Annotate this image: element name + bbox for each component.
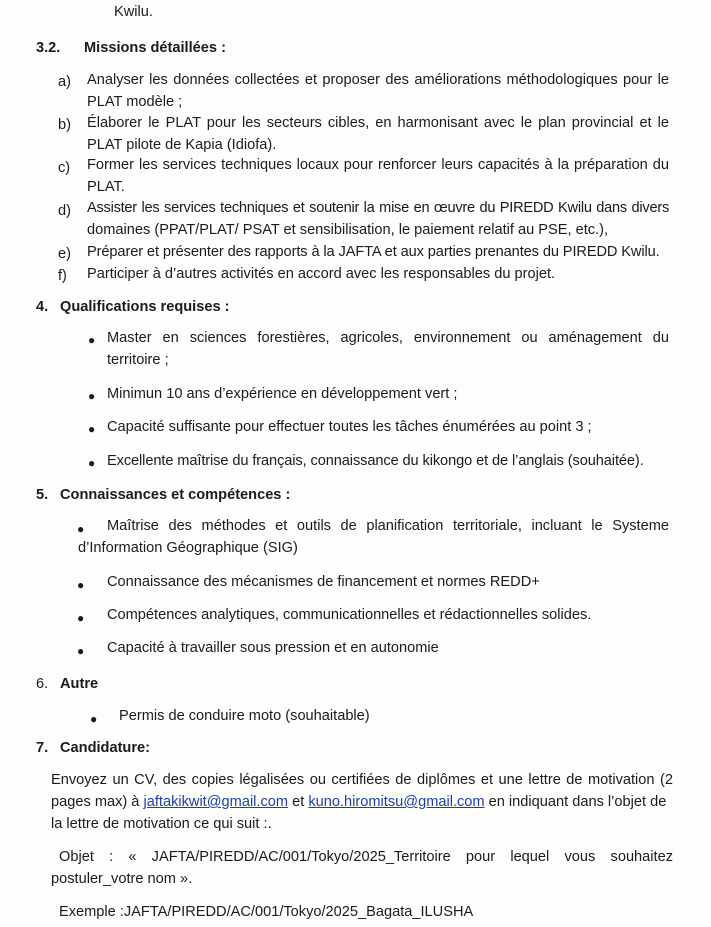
mission-d-line2: domaines (PPAT/PLAT/ PSAT et sensibilisation, le paiement relatif au PSE, etc.), [87, 222, 609, 238]
competence-1-line2: d’Information Géographique (SIG) [78, 540, 298, 556]
competence-1-line1: Maîtrise des méthodes et outils de planification territoriale, incluant le Systeme [107, 518, 669, 534]
competence-2: Connaissance des mécanismes de financement et normes REDD+ [107, 574, 540, 590]
para-line2-c: en indiquant dans l’objet de [488, 794, 667, 810]
candidature-para-line3: la lettre de motivation ce qui suit :. [51, 816, 272, 832]
qualification-2: Minimun 10 ans d’expérience en développement vert ; [107, 386, 458, 402]
qualification-1-line2: territoire ; [107, 352, 169, 368]
autre-item: Permis de conduire moto (souhaitable) [119, 708, 370, 724]
missions-title: Missions détaillées : [84, 40, 226, 56]
competences-number: 5. [36, 487, 49, 503]
bullet-icon: ● [77, 611, 85, 625]
objet-line2: postuler_votre nom ». [51, 871, 193, 887]
para-line2-a: pages max) à [51, 794, 140, 810]
mission-a-line2: PLAT modèle ; [87, 94, 183, 110]
candidature-title: Candidature: [60, 740, 150, 756]
mission-marker-c: c) [58, 160, 71, 176]
candidature-para-line1: Envoyez un CV, des copies légalisées ou certifiées de diplômes et une lettre de motivation (2 [51, 772, 673, 788]
mission-marker-d: d) [58, 203, 71, 219]
email-link-jafta[interactable]: jaftakikwit@gmail.com [143, 794, 289, 810]
para-line2-b: et [292, 794, 305, 810]
mission-marker-b: b) [58, 117, 71, 133]
mission-f-line1: Participer à d’autres activités en accord avec les responsables du projet. [87, 266, 556, 282]
mission-e-line1: Préparer et présenter des rapports à la JAFTA et aux parties prenantes du PIREDD Kwilu. [87, 244, 660, 260]
bullet-icon: ● [88, 456, 96, 470]
qualifications-title: Qualifications requises : [60, 299, 230, 315]
missions-number: 3.2. [36, 40, 61, 56]
qualification-3: Capacité suffisante pour effectuer toutes les tâches énumérées au point 3 ; [107, 419, 592, 435]
mission-marker-f: f) [58, 268, 67, 284]
objet-line1: Objet : « JAFTA/PIREDD/AC/001/Tokyo/2025_Territoire pour lequel vous souhaitez [59, 849, 673, 865]
qualification-1-line1: Master en sciences forestières, agricoles, environnement ou aménagement du [107, 330, 669, 346]
competence-3: Compétences analytiques, communicationnelles et rédactionnelles solides. [107, 607, 592, 623]
mission-c-line2: PLAT. [87, 179, 125, 195]
bullet-icon: ● [77, 644, 85, 658]
bullet-icon: ● [88, 422, 96, 436]
competence-4: Capacité à travailler sous pression et en autonomie [107, 640, 439, 656]
autre-number: 6. [36, 676, 49, 692]
candidature-para-line2 [51, 794, 666, 810]
mission-b-line1: Élaborer le PLAT pour les secteurs cibles, en harmonisant avec le plan provincial et le [87, 115, 669, 131]
mission-b-line2: PLAT pilote de Kapia (Idiofa). [87, 137, 277, 153]
mission-a-line1: Analyser les données collectées et proposer des améliorations méthodologiques pour le [87, 72, 669, 88]
mission-marker-a: a) [58, 74, 71, 90]
qualifications-number: 4. [36, 299, 49, 315]
bullet-icon: ● [88, 333, 96, 347]
bullet-icon: ● [77, 578, 85, 592]
email-link-kuno[interactable]: kuno.hiromitsu@gmail.com [308, 794, 485, 810]
bullet-icon: ● [90, 712, 98, 726]
mission-d-line1: Assister les services techniques et soutenir la mise en œuvre du PIREDD Kwilu dans divers [87, 200, 669, 216]
mission-c-line1: Former les services techniques locaux pour renforcer leurs capacités à la préparation du [87, 157, 669, 173]
candidature-number: 7. [36, 740, 49, 756]
top-fragment: Kwilu. [114, 4, 153, 20]
qualification-4: Excellente maîtrise du français, connaissance du kikongo et de l’anglais (souhaitée). [107, 453, 644, 469]
bullet-icon: ● [88, 389, 96, 403]
exemple-line: Exemple :JAFTA/PIREDD/AC/001/Tokyo/2025_Bagata_ILUSHA [59, 904, 474, 920]
bullet-icon: ● [77, 522, 85, 536]
mission-marker-e: e) [58, 246, 71, 262]
competences-title: Connaissances et compétences : [60, 487, 291, 503]
autre-title: Autre [60, 676, 99, 692]
